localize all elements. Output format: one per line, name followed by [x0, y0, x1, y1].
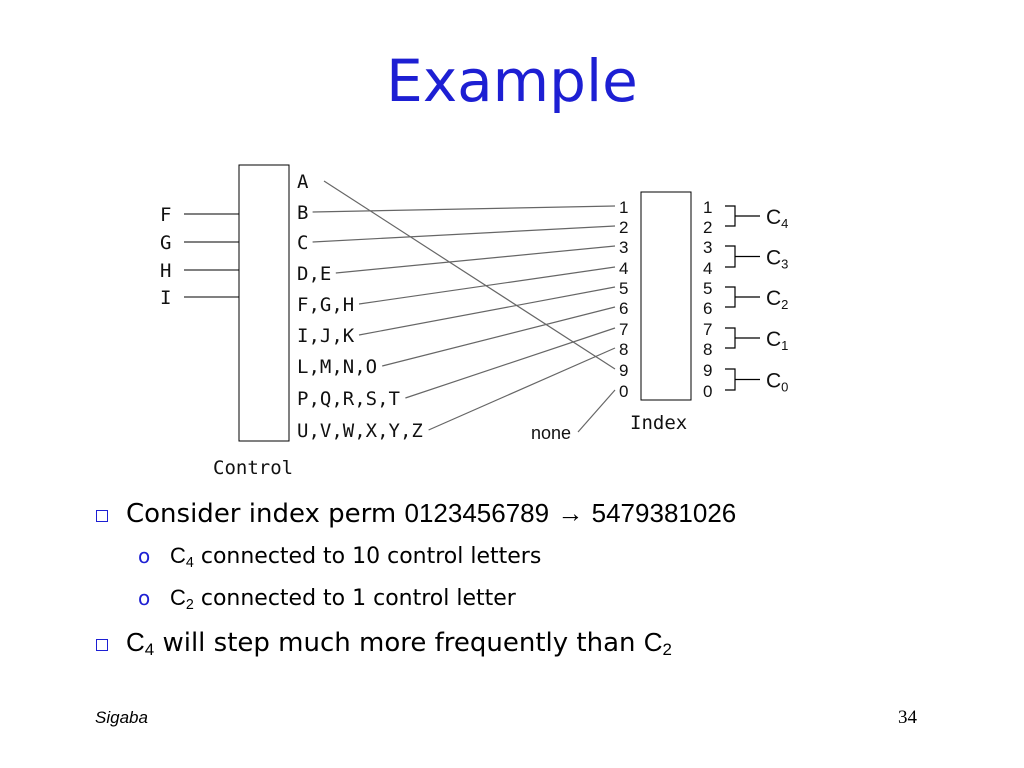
index-input-3: 3 — [619, 238, 629, 257]
output-label-c2: C2 — [766, 287, 789, 312]
index-rotor-box — [641, 192, 691, 400]
index-input-7: 7 — [619, 320, 629, 339]
input-letter-f: F — [160, 204, 172, 226]
output-bracket — [725, 246, 735, 267]
index-input-1: 1 — [619, 198, 629, 217]
index-output-1: 1 — [703, 198, 713, 217]
index-output-9: 9 — [703, 361, 713, 380]
output-bracket — [725, 369, 735, 390]
output-subscript: 4 — [781, 216, 789, 231]
circle-bullet-icon: o — [138, 544, 151, 568]
perm-to: 5479381026 — [591, 498, 737, 528]
index-input-labels — [531, 198, 628, 443]
footer-title: Sigaba — [95, 708, 148, 727]
output-bracket — [725, 287, 735, 307]
input-letter-h: H — [160, 260, 172, 282]
index-output-6: 6 — [703, 299, 713, 318]
wire — [313, 206, 615, 212]
wire — [405, 328, 615, 398]
index-output-0: 0 — [703, 382, 713, 401]
output-subscript: 3 — [781, 256, 789, 272]
input-letter-g: G — [160, 232, 172, 254]
square-bullet-icon — [96, 510, 108, 522]
index-output-3: 3 — [703, 238, 713, 257]
index-output-labels — [703, 198, 712, 401]
sub-bullet-text: connected to 1 control letter — [200, 586, 516, 611]
control-group-label: U,V,W,X,Y,Z — [297, 420, 423, 442]
control-group-label: F,G,H — [297, 294, 355, 316]
index-output-4: 4 — [703, 259, 713, 278]
control-group-label: B — [297, 202, 309, 224]
index-input-9: 9 — [619, 361, 629, 380]
index-input-6: 6 — [619, 299, 629, 318]
control-group-label: D,E — [297, 263, 332, 285]
index-input-4: 4 — [619, 259, 629, 278]
wire — [313, 226, 615, 242]
index-input-2: 2 — [619, 218, 629, 237]
control-group-label: C — [297, 232, 309, 254]
index-output-7: 7 — [703, 320, 713, 339]
wire — [336, 246, 615, 273]
circle-bullet-icon: o — [138, 586, 151, 610]
output-label-c0: C0 — [766, 369, 789, 395]
index-input-5: 5 — [619, 279, 629, 298]
control-input-lines — [160, 204, 239, 309]
index-input-8: 8 — [619, 340, 629, 359]
index-input-0: 0 — [619, 382, 629, 401]
arrow-icon: → — [557, 498, 584, 528]
control-group-label: A — [297, 171, 309, 193]
control-group-label: I,J,K — [297, 325, 355, 347]
output-label-c3: C3 — [766, 246, 789, 272]
wire — [429, 348, 615, 430]
output-bracket — [725, 328, 735, 348]
index-output-2: 2 — [703, 218, 713, 237]
index-label: Index — [630, 412, 688, 434]
index-output-5: 5 — [703, 279, 713, 298]
control-group-label: P,Q,R,S,T — [297, 388, 400, 410]
page-number: 34 — [898, 707, 917, 728]
none-label: none — [531, 423, 572, 443]
control-rotor-box — [239, 165, 289, 441]
output-label-c4: C4 — [766, 206, 789, 231]
slide-title: Example — [386, 47, 638, 115]
bullet-text: Consider index perm — [126, 499, 397, 529]
output-subscript: 1 — [781, 338, 789, 353]
output-subscript: 2 — [781, 297, 789, 312]
output-label-c1: C1 — [766, 328, 789, 353]
sub-bullet-text: connected to 10 control letters — [200, 544, 542, 569]
input-letter-i: I — [160, 287, 172, 309]
output-bracket — [725, 206, 735, 226]
output-subscript: 0 — [781, 379, 789, 395]
wire — [359, 267, 615, 304]
wire — [359, 287, 615, 335]
square-bullet-icon — [96, 639, 108, 651]
index-output-8: 8 — [703, 340, 713, 359]
control-label: Control — [213, 457, 294, 479]
perm-from: 0123456789 — [404, 498, 550, 528]
wire — [578, 390, 615, 432]
bullet-text: will step much more frequently than — [162, 628, 636, 658]
control-group-label: L,M,N,O — [297, 356, 378, 378]
wire — [382, 307, 615, 366]
output-brackets — [725, 206, 788, 395]
